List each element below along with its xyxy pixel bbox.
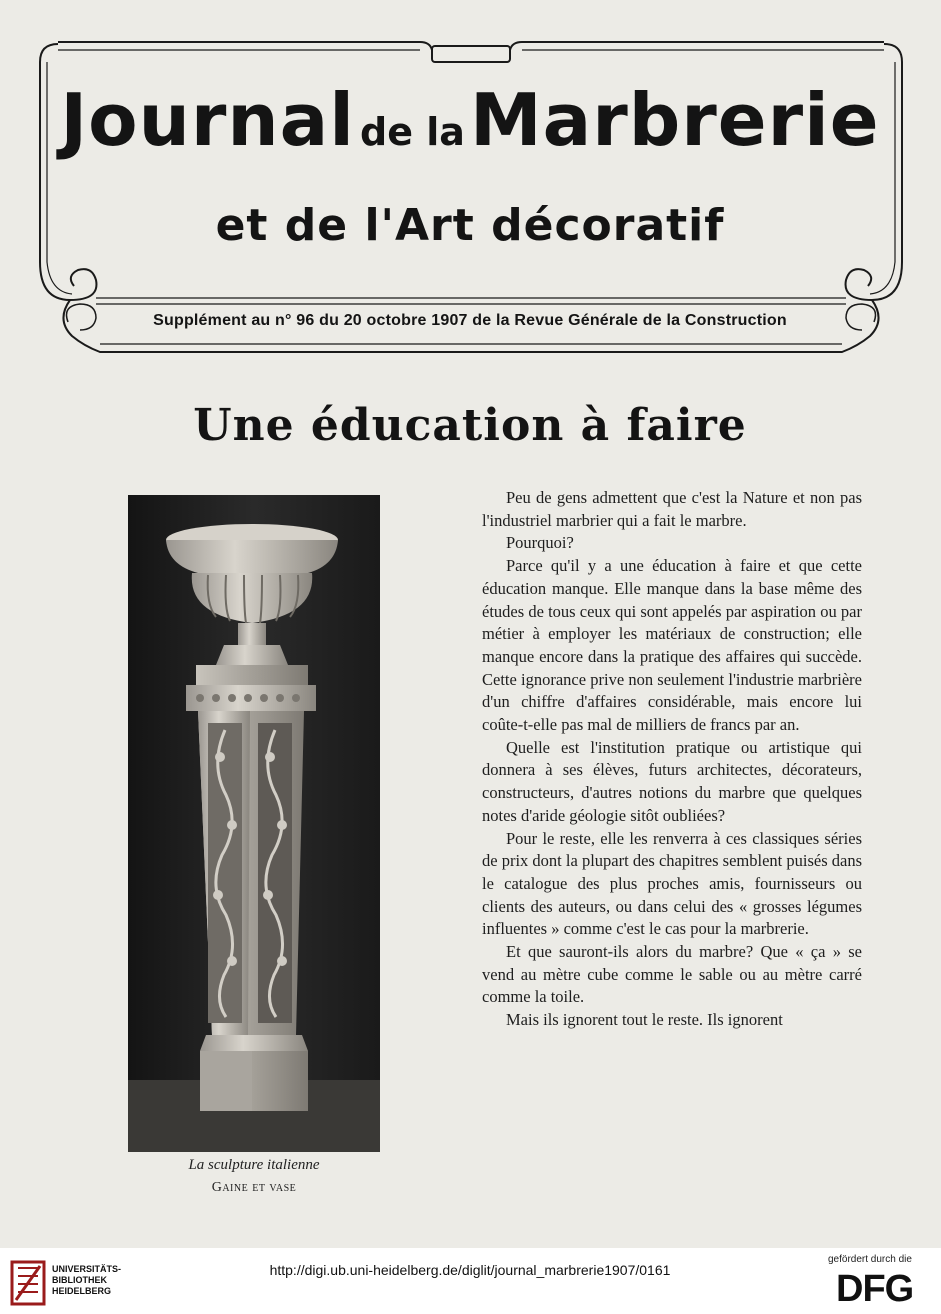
journal-title	[40, 78, 900, 188]
journal-title-word-de-la: de la	[360, 110, 465, 154]
journal-title-word-journal: Journal	[60, 78, 355, 162]
journal-title-word-marbrerie: Marbrerie	[469, 78, 880, 162]
university-library-name: UNIVERSITÄTS- BIBLIOTHEK HEIDELBERG	[52, 1264, 122, 1296]
funding-label: gefördert durch die	[828, 1254, 912, 1265]
paragraph: Et que sauront-ils alors du marbre? Que « ça » se vend au mètre cube comme le sable ou au mètre carré comme la toile.	[482, 942, 862, 1007]
article-title: Une éducation à faire	[193, 400, 747, 451]
journal-subtitle: et de l'Art décoratif	[215, 200, 725, 251]
paragraph: Pour le reste, elle les renverra à ces classiques séries de prix dont la plupart des chapitres semblent puisés dans le catalogue des plus proches amis, fournisseurs ou clients des auteurs, ou dans celui des « grosses légumes influentes » comme c'est le cas pour la marbrerie.	[482, 828, 862, 939]
digitization-footer	[0, 1248, 941, 1314]
figure-caption-subtitle: Gaine et vase	[211, 1180, 297, 1195]
university-library-logo-icon	[10, 1258, 46, 1308]
paragraph: Parce qu'il y a une éducation à faire et que cette éducation manque. Elle manque dans la base même des études de tous ceux qui sont appelés par aspiration ou par métier à employer les matériaux de construction; elle manque encore dans la pratique des affaires qui succède. Cette ignorance prive non seulement l'industrie marbrière d'un chiffre d'affaires considérable, mais encore lui coûte-t-elle pas mal de milliers de francs par an.	[482, 556, 862, 735]
dfg-logo: DFG	[836, 1268, 914, 1310]
pedestal-vase-photograph	[128, 495, 380, 1152]
paragraph: Quelle est l'institution pratique ou artistique qui donnera à ses élèves, futurs architectes, décorateurs, constructeurs, d'autres notions du marbre que quelques notes d'aride géologie sitôt oubliées?	[482, 737, 862, 825]
figure-caption-title: La sculpture italienne	[188, 1157, 320, 1173]
paragraph: Peu de gens admettent que c'est la Nature et non pas l'industriel marbrier qui a fait le marbre.	[482, 488, 862, 530]
article-body	[482, 487, 862, 1032]
supplement-line: Supplément au n° 96 du 20 octobre 1907 de la Revue Générale de la Construction	[153, 312, 787, 329]
source-url-link[interactable]: http://digi.ub.uni-heidelberg.de/diglit/journal_marbrerie1907/0161	[269, 1262, 671, 1278]
paragraph: Mais ils ignorent tout le reste. Ils ignorent	[506, 1010, 783, 1030]
paragraph: Pourquoi?	[506, 533, 574, 553]
